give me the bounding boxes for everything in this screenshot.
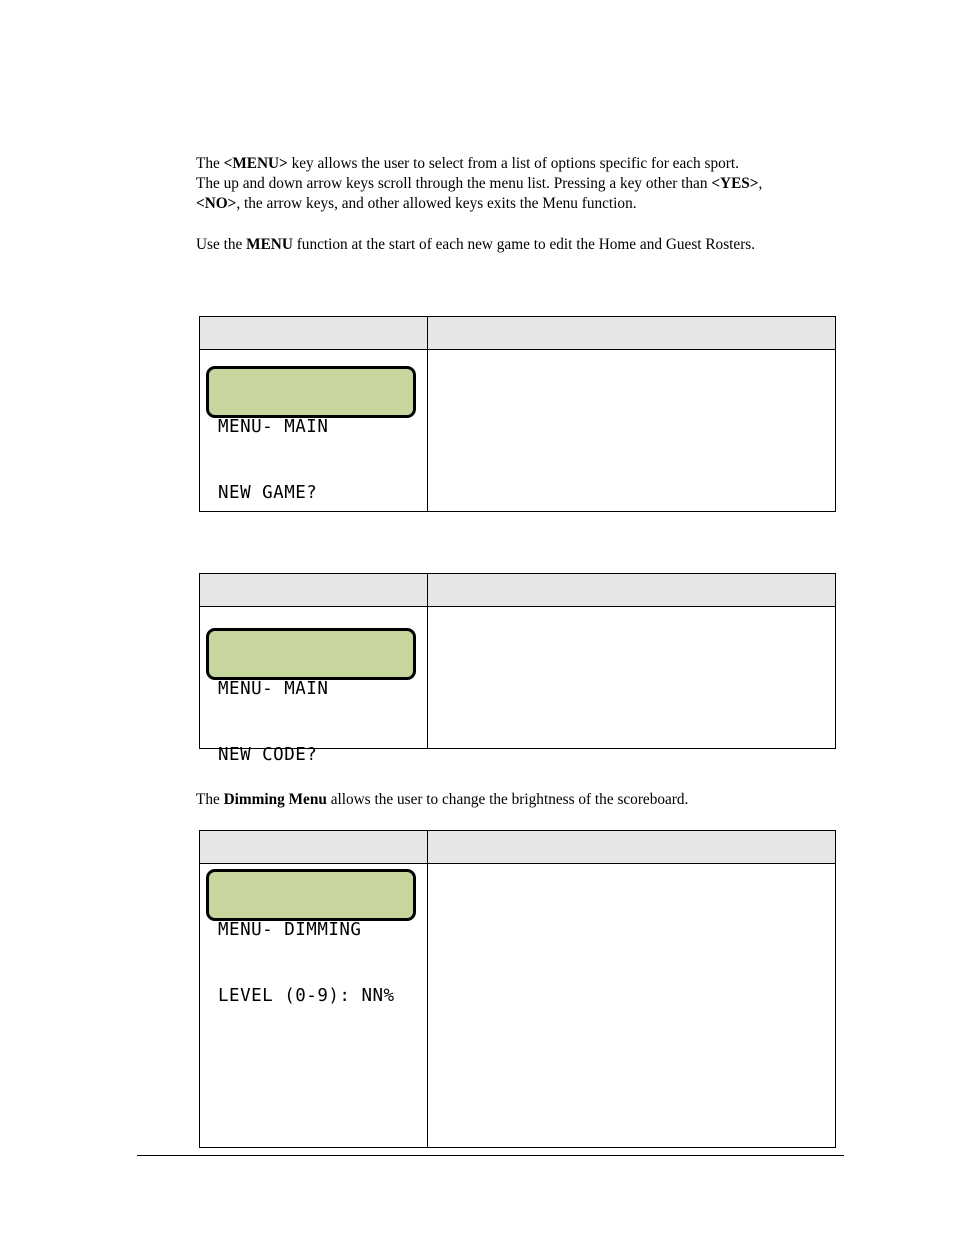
lcd-line-1: MENU- MAIN: [218, 417, 329, 437]
yes-key-label: <YES>: [711, 175, 759, 192]
lcd-line-2: NEW GAME?: [218, 483, 318, 503]
intro-paragraph: The <MENU> key allows the user to select from a list of options specific for each sport. The up and down arrow keys scroll through the menu list. Pressing a key other than <YES>, <NO>, the arrow keys, and other allowed keys exits the Menu function.: [196, 155, 763, 212]
lcd-line-2: LEVEL (0-9): NN%: [218, 986, 395, 1006]
rosters-paragraph: Use the MENU function at the start of each new game to edit the Home and Guest Rosters.: [196, 236, 756, 253]
no-key-label: <NO>: [196, 195, 237, 212]
lcd-display: [206, 366, 416, 503]
lcd-line-2: NEW CODE?: [218, 745, 318, 765]
table-header: [200, 574, 835, 607]
new-code-table: [199, 573, 836, 765]
dimming-table: [199, 830, 836, 1148]
description-cell: [428, 606, 835, 748]
description-cell: [428, 863, 835, 1147]
footer-rule: [137, 1155, 844, 1156]
lcd-line-1: MENU- DIMMING: [218, 920, 362, 940]
lcd-display: [206, 628, 416, 765]
description-cell: [428, 349, 835, 511]
dimming-paragraph: The Dimming Menu allows the user to change the brightness of the scoreboard.: [196, 791, 689, 808]
new-game-table: [199, 316, 836, 512]
lcd-line-1: MENU- MAIN: [218, 679, 329, 699]
lcd-display: [206, 869, 416, 1006]
table-header: [200, 317, 835, 350]
table-header: [200, 831, 835, 864]
menu-key-label: <MENU>: [223, 155, 288, 172]
